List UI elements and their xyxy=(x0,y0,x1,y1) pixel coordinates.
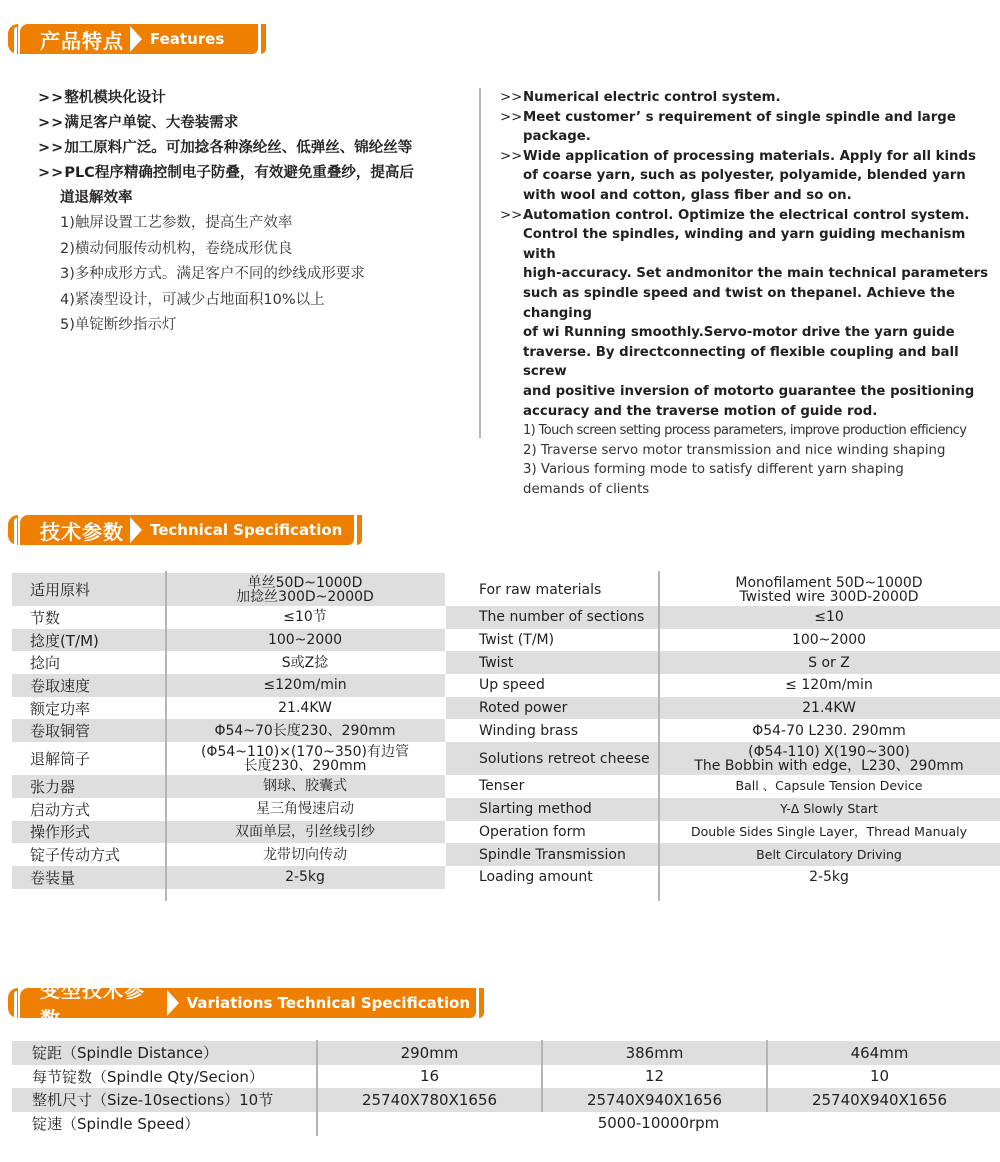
variation-value: 464mm xyxy=(850,1043,909,1062)
variations-divider xyxy=(766,1040,768,1112)
spec-value xyxy=(658,848,1000,862)
banner-body xyxy=(20,24,252,54)
variations-table xyxy=(12,1041,1000,1135)
features-cn-list xyxy=(38,86,468,339)
spec-key: Loading amount xyxy=(479,869,593,886)
variation-key: 每节锭数（Spindle Qty/Secion） xyxy=(32,1067,264,1086)
spec-value-line: 2-5kg xyxy=(285,869,325,886)
spec-key: 卷取速度 xyxy=(30,676,91,695)
spec-key: Slarting method xyxy=(479,801,592,818)
spec-row xyxy=(12,775,445,798)
feature-cn-item: >>PLC程序精确控制电子防叠，有效避免重叠纱，提高后 xyxy=(38,165,414,181)
spec-value xyxy=(165,870,445,884)
variation-value: 25740X940X1656 xyxy=(586,1090,723,1109)
spec-value-line: 加捻丝300D~2000D xyxy=(236,588,374,605)
spec-row xyxy=(446,573,1000,606)
feature-cn-item-cont: 道退解效率 xyxy=(60,190,133,206)
spec-key: Up speed xyxy=(479,677,545,694)
banner-title-en: Variations Technical Specification xyxy=(186,994,470,1012)
spec-value xyxy=(165,825,445,839)
spec-value xyxy=(658,576,1000,604)
variation-row xyxy=(12,1041,1000,1065)
spec-key: 适用原料 xyxy=(30,581,91,599)
banner-left-cap xyxy=(8,988,18,1018)
spec-table-en-divider xyxy=(658,571,660,901)
spec-row xyxy=(446,629,1000,652)
spec-key: 退解筒子 xyxy=(30,750,91,769)
feature-en-item: >> Wide application of processing materials. Apply for all kinds of coarse yarn, such as polyester, polyamide, blended yarn with wool and cotton, glass fiber and so on. xyxy=(500,148,976,203)
feature-cn-subitem: 3)多种成形方式。满足客户不同的纱线成形要求 xyxy=(60,266,365,282)
spec-key: 卷取铜管 xyxy=(30,722,91,741)
spec-value-line: 2-5kg xyxy=(809,869,849,886)
spec-row xyxy=(12,629,445,652)
variation-row xyxy=(12,1112,1000,1136)
spec-key: Roted power xyxy=(479,700,568,717)
spec-key: 节数 xyxy=(30,608,61,627)
spec-value-line: 钢球、胶囊式 xyxy=(263,778,347,795)
spec-value-line: Ball 、Capsule Tension Device xyxy=(735,778,923,794)
spec-key: 捻向 xyxy=(30,654,61,673)
spec-key: For raw materials xyxy=(479,581,602,598)
spec-row xyxy=(446,798,1000,821)
spec-value-line: 21.4KW xyxy=(802,700,856,717)
spec-value-line: ≤10节 xyxy=(283,609,327,626)
spec-value-line: S或Z捻 xyxy=(281,654,329,671)
spec-value xyxy=(165,802,445,816)
spec-value-line: 双面单层，引丝线引纱 xyxy=(235,823,375,840)
spec-row xyxy=(446,606,1000,629)
spec-value xyxy=(658,779,1000,793)
spec-value xyxy=(658,678,1000,692)
spec-key: Tenser xyxy=(479,778,525,795)
spec-key: 张力器 xyxy=(30,777,76,796)
spec-value xyxy=(165,745,445,773)
spec-value-line: (Φ54-110) X(190~300) xyxy=(748,743,910,760)
spec-value-line: Belt Circulatory Driving xyxy=(756,846,902,862)
spec-row xyxy=(446,775,1000,798)
variations-divider xyxy=(316,1040,318,1136)
spec-table-cn xyxy=(12,573,445,889)
features-banner xyxy=(8,24,270,54)
triangle-right-icon xyxy=(130,26,142,52)
spec-value xyxy=(658,870,1000,884)
spec-row xyxy=(12,651,445,674)
feature-en-item: >> Numerical electric control system. xyxy=(500,90,781,105)
spec-table-en xyxy=(446,573,1000,889)
banner-title-en: Technical Specification xyxy=(150,521,343,539)
variation-value: 16 xyxy=(419,1067,440,1086)
variation-value: 25740X780X1656 xyxy=(361,1090,498,1109)
spec-value xyxy=(658,745,1000,773)
feature-cn-subitem: 2)横动伺服传动机构，卷绕成形优良 xyxy=(60,240,293,257)
feature-cn-item: >>满足客户单锭、大卷装需求 xyxy=(38,115,239,131)
spec-value-line: ≤120m/min xyxy=(263,677,347,694)
banner-body xyxy=(20,978,470,1031)
spec-value-line: 单丝50D~1000D xyxy=(247,574,363,591)
spec-row xyxy=(12,843,445,866)
spec-value-line: ≤ 120m/min xyxy=(785,677,873,694)
spec-value xyxy=(165,610,445,624)
variation-key: 锭距（Spindle Distance） xyxy=(32,1044,218,1063)
spec-row xyxy=(446,651,1000,674)
banner-title-en: Features xyxy=(150,30,225,48)
banner-right-cap xyxy=(252,24,266,54)
spec-row xyxy=(12,573,445,606)
feature-cn-subitem: 5)单锭断纱指示灯 xyxy=(60,317,177,333)
banner-title-cn: 变型技术参数 xyxy=(40,978,145,1031)
spec-table-cn-divider xyxy=(165,571,167,901)
spec-row xyxy=(12,719,445,742)
spec-key: Twist xyxy=(479,654,514,671)
banner-title-cn: 产品特点 xyxy=(40,28,124,53)
banner-body xyxy=(20,515,348,545)
spec-row xyxy=(12,674,445,697)
spec-value xyxy=(165,724,445,738)
spec-value-line: 龙带切向传动 xyxy=(263,846,347,863)
variation-value: 10 xyxy=(869,1067,890,1086)
spec-row xyxy=(12,798,445,821)
spec-key: 额定功率 xyxy=(30,699,91,718)
spec-row xyxy=(446,719,1000,742)
spec-value xyxy=(165,576,445,604)
spec-value-line: 100~2000 xyxy=(267,632,343,649)
spec-value xyxy=(658,656,1000,670)
spec-key: 操作形式 xyxy=(30,823,91,842)
spec-key: Solutions retreot cheese xyxy=(479,750,650,767)
spec-key: 捻度(T/M) xyxy=(30,631,99,650)
spec-value-line: (Φ54~110)×(170~350)有边管 xyxy=(200,743,410,760)
variations-divider xyxy=(541,1040,543,1112)
feature-en-subitem: demands of clients xyxy=(523,481,650,497)
spec-value-line: Monofilament 50D~1000D xyxy=(735,574,923,591)
spec-row xyxy=(12,697,445,720)
triangle-right-icon xyxy=(167,990,179,1016)
spec-value-line: ≤10 xyxy=(814,609,844,626)
variations-banner xyxy=(8,978,486,1031)
spec-value xyxy=(658,610,1000,624)
spec-value xyxy=(658,802,1000,816)
variation-value: 25740X940X1656 xyxy=(811,1090,948,1109)
spec-row xyxy=(446,697,1000,720)
banner-title-cn: 技术参数 xyxy=(40,519,124,544)
features-en-list xyxy=(500,88,995,499)
spec-value xyxy=(165,678,445,692)
spec-row xyxy=(12,866,445,889)
feature-en-item: >> Meet customer’ s requirement of single spindle and large package. xyxy=(500,109,956,145)
feature-cn-subitem: 1)触屏设置工艺参数，提高生产效率 xyxy=(60,215,293,231)
spec-value xyxy=(165,633,445,647)
triangle-right-icon xyxy=(130,517,142,543)
spec-value-line: Twisted wire 300D-2000D xyxy=(739,588,919,605)
variation-row xyxy=(12,1088,1000,1112)
spec-key: The number of sections xyxy=(479,609,645,626)
column-divider xyxy=(479,88,481,438)
variation-value: 386mm xyxy=(625,1043,684,1062)
variation-key: 整机尺寸（Size-10sections）10节 xyxy=(32,1091,274,1110)
feature-en-subitem: 1) Touch screen setting process parameters, improve production efficiency xyxy=(523,423,967,439)
spec-value-line: S or Z xyxy=(808,654,850,671)
spec-key: Twist (T/M) xyxy=(479,632,555,649)
feature-en-item: >> Automation control. Optimize the electrical control system. Control the spindles, winding and yarn guiding mechanism with high-accuracy. Set andmonitor the main technical parameters such as spindle speed and twist on thepanel. Achieve the changing of wi Running smoothly.Servo-motor drive the yarn guide traverse. By directconnecting of flexible coupling and ball screw and positive inversion of motorto guarantee the positioning accuracy and the traverse motion of guide rod. xyxy=(500,207,988,419)
feature-cn-item: >>整机模块化设计 xyxy=(38,90,166,106)
spec-value xyxy=(165,848,445,862)
spec-value-line: 长度230、290mm xyxy=(243,757,367,774)
variation-key: 锭速（Spindle Speed） xyxy=(32,1114,200,1133)
spec-key: Operation form xyxy=(479,823,586,840)
feature-cn-item: >>加工原料广泛。可加捻各种涤纶丝、低弹丝、锦纶丝等 xyxy=(38,140,413,156)
spec-value xyxy=(165,656,445,670)
spec-row xyxy=(446,866,1000,889)
spec-key: 锭子传动方式 xyxy=(30,846,121,865)
variation-row xyxy=(12,1065,1000,1089)
spec-value-line: 100~2000 xyxy=(791,632,867,649)
spec-value-line: 21.4KW xyxy=(278,700,332,717)
banner-right-cap xyxy=(348,515,362,545)
spec-key: Spindle Transmission xyxy=(479,846,626,863)
spec-row xyxy=(12,742,445,775)
feature-en-subitem: 2) Traverse servo motor transmission and nice winding shaping xyxy=(523,442,946,458)
spec-key: 卷装量 xyxy=(30,868,76,887)
spec-row xyxy=(446,821,1000,844)
spec-value xyxy=(658,701,1000,715)
spec-value xyxy=(658,724,1000,738)
spec-row xyxy=(12,606,445,629)
spec-value-line: Double Sides Single Layer，Thread Manualy xyxy=(690,823,968,839)
spec-value xyxy=(658,825,1000,839)
feature-en-subitem: 3) Various forming mode to satisfy different yarn shaping xyxy=(523,462,904,478)
tech-spec-banner xyxy=(8,515,366,545)
spec-key: 启动方式 xyxy=(30,800,91,819)
spec-value xyxy=(165,779,445,793)
banner-left-cap xyxy=(8,515,18,545)
spec-row xyxy=(446,742,1000,775)
spec-value xyxy=(165,701,445,715)
spec-row xyxy=(446,843,1000,866)
banner-right-cap xyxy=(470,988,484,1018)
spec-value-line: Y-Δ Slowly Start xyxy=(780,801,878,817)
spec-value-line: The Bobbin with edge，L230、290mm xyxy=(694,757,964,774)
spec-value xyxy=(658,633,1000,647)
variation-value: 12 xyxy=(644,1067,665,1086)
spec-key: Winding brass xyxy=(479,722,579,739)
spec-row xyxy=(446,674,1000,697)
spec-value-line: 星三角慢速启动 xyxy=(256,801,354,818)
spec-value-line: Φ54-70 L230. 290mm xyxy=(752,722,906,739)
feature-cn-subitem: 4)紧凑型设计，可减少占地面积10%以上 xyxy=(60,291,325,308)
spec-row xyxy=(12,821,445,844)
spec-value-line: Φ54~70长度230、290mm xyxy=(214,722,396,739)
banner-left-cap xyxy=(8,24,18,54)
variation-value: 5000-10000rpm xyxy=(597,1114,720,1133)
variation-value: 290mm xyxy=(400,1043,459,1062)
